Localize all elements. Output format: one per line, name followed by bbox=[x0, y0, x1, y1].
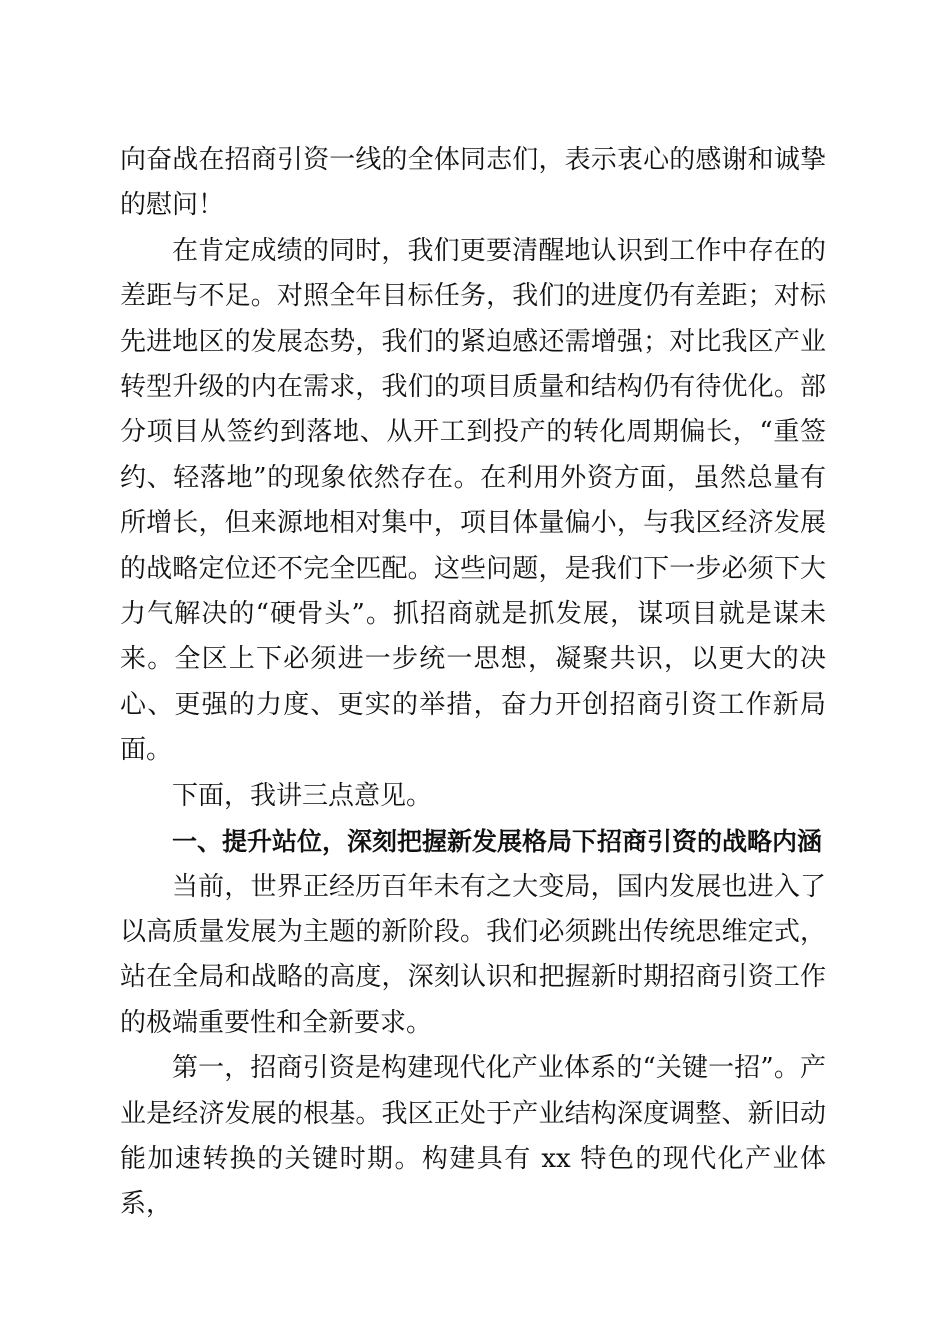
paragraph-current-situation: 当前，世界正经历百年未有之大变局，国内发展也进入了以高质量发展为主题的新阶段。我们必须跳出传统思维定式，站在全局和战略的高度，深刻认识和把握新时期招商引资工作的极端重要性和全新要求。 bbox=[120, 871, 826, 1038]
paragraph-shortcomings: 在肯定成绩的同时，我们更要清醒地认识到工作中存在的差距与不足。对照全年目标任务，我们的进度仍有差距；对标先进地区的发展态势，我们的紧迫感还需增强；对比我区产业转型升级的内在需求，我们的项目质量和结构仍有待优化。部分项目从签约到落地、从开工到投产的转化周期偏长，“重签约、轻落地”的现象依然存在。在利用外资方面，虽然总量有所增长，但来源地相对集中，项目体量偏小，与我区经济发展的战略定位还不完全匹配。这些问题，是我们下一步必须下大力气解决的“硬骨头”。抓招商就是抓发展，谋项目就是谋未来。全区上下必须进一步统一思想，凝聚共识，以更大的决心、更强的力度、更实的举措，奋力开创招商引资工作新局面。 bbox=[120, 235, 826, 766]
paragraph-gratitude: 向奋战在招商引资一线的全体同志们，表示衷心的感谢和诚挚的慰问！ bbox=[120, 145, 826, 221]
section-heading-one: 一、提升站位，深刻把握新发展格局下招商引资的战略内涵 bbox=[172, 827, 823, 857]
paragraph-three-points: 下面，我讲三点意见。 bbox=[172, 780, 433, 811]
paragraph-first-point: 第一，招商引资是构建现代化产业体系的“关键一招”。产业是经济发展的根基。我区正处于产业结构深度调整、新旧动能加速转换的关键时期。构建具有 xx 特色的现代化产业体系， bbox=[120, 1053, 826, 1220]
document-body bbox=[120, 138, 826, 1228]
